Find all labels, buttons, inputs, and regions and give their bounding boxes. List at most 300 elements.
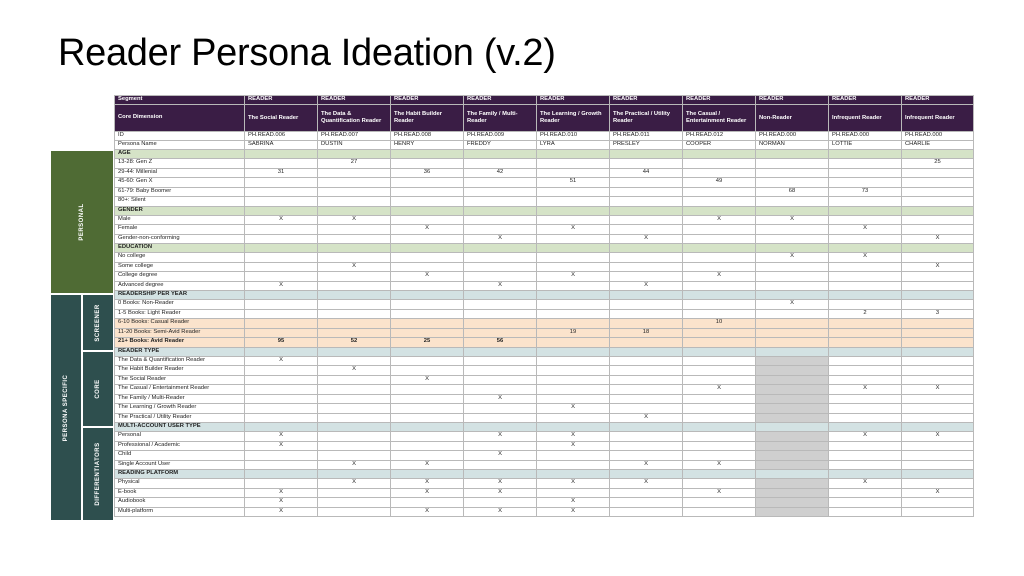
- value-cell: [756, 432, 829, 442]
- row-label: 45-60: Gen X: [115, 178, 245, 188]
- value-cell: [756, 441, 829, 451]
- value-cell: [610, 356, 683, 366]
- section-header-fill: [829, 150, 902, 159]
- section-header-fill: [464, 206, 537, 215]
- table-row: [115, 178, 974, 188]
- value-cell: [391, 234, 464, 244]
- value-cell: 18: [610, 328, 683, 338]
- value-cell: X: [318, 366, 391, 376]
- value-cell: [318, 507, 391, 517]
- value-cell: X: [537, 404, 610, 414]
- section-header-fill: [829, 347, 902, 356]
- core-dimension-row-cell: Non-Reader: [756, 105, 829, 132]
- section-header-row: [115, 423, 974, 432]
- core-dimension-row-cell: The Habit Builder Reader: [391, 105, 464, 132]
- section-header-fill: [902, 291, 974, 300]
- value-cell: [537, 253, 610, 263]
- core-dimension-row-label: Core Dimension: [115, 105, 245, 132]
- table-row: [115, 300, 974, 310]
- value-cell: [391, 404, 464, 414]
- row-label: Child: [115, 451, 245, 461]
- section-header-fill: [537, 423, 610, 432]
- segment-row-label: Segment: [115, 96, 245, 105]
- value-cell: X: [245, 498, 318, 508]
- value-cell: [829, 338, 902, 348]
- value-cell: X: [245, 507, 318, 517]
- section-header-fill: [756, 347, 829, 356]
- value-cell: [829, 168, 902, 178]
- value-cell: [464, 356, 537, 366]
- section-header-fill: [610, 470, 683, 479]
- section-title: MULTI-ACCOUNT USER TYPE: [115, 423, 245, 432]
- value-cell: [683, 234, 756, 244]
- section-header-fill: [245, 206, 318, 215]
- value-cell: X: [464, 432, 537, 442]
- row-label: 11-20 Books: Semi-Avid Reader: [115, 328, 245, 338]
- value-cell: [464, 319, 537, 329]
- value-cell: X: [464, 234, 537, 244]
- value-cell: [829, 281, 902, 291]
- core-dimension-row-cell: The Data & Quantification Reader: [318, 105, 391, 132]
- table-row: [115, 187, 974, 197]
- table-row: [115, 498, 974, 508]
- section-header-fill: [756, 244, 829, 253]
- value-cell: X: [537, 498, 610, 508]
- value-cell: [537, 262, 610, 272]
- value-cell: X: [464, 281, 537, 291]
- value-cell: [318, 225, 391, 235]
- row-label: The Learning / Growth Reader: [115, 404, 245, 414]
- table-row: [115, 309, 974, 319]
- section-header-fill: [464, 291, 537, 300]
- value-cell: [464, 262, 537, 272]
- section-header-fill: [391, 347, 464, 356]
- section-header-fill: [829, 470, 902, 479]
- value-cell: [902, 178, 974, 188]
- value-cell: [610, 272, 683, 282]
- value-cell: X: [537, 441, 610, 451]
- value-cell: [902, 366, 974, 376]
- row-label: 21+ Books: Avid Reader: [115, 338, 245, 348]
- table-row: [115, 507, 974, 517]
- value-cell: 42: [464, 168, 537, 178]
- value-cell: [829, 366, 902, 376]
- value-cell: [464, 225, 537, 235]
- value-cell: [537, 356, 610, 366]
- value-cell: [391, 319, 464, 329]
- value-cell: [464, 159, 537, 169]
- id-row-cell: PH.READ.000: [829, 132, 902, 141]
- value-cell: X: [464, 507, 537, 517]
- value-cell: [610, 262, 683, 272]
- section-title: READING PLATFORM: [115, 470, 245, 479]
- value-cell: [829, 404, 902, 414]
- value-cell: [683, 479, 756, 489]
- value-cell: [610, 178, 683, 188]
- value-cell: [756, 168, 829, 178]
- row-label: The Family / Multi-Reader: [115, 394, 245, 404]
- section-header-fill: [610, 244, 683, 253]
- value-cell: [464, 375, 537, 385]
- section-header-fill: [683, 470, 756, 479]
- persona-name-row-cell: FREDDY: [464, 141, 537, 150]
- value-cell: X: [391, 479, 464, 489]
- id-row-cell: PH.READ.010: [537, 132, 610, 141]
- persona-matrix-table: [114, 95, 974, 517]
- value-cell: [245, 404, 318, 414]
- section-header-fill: [537, 150, 610, 159]
- value-cell: [902, 460, 974, 470]
- value-cell: [537, 159, 610, 169]
- table-row: [115, 356, 974, 366]
- value-cell: 56: [464, 338, 537, 348]
- row-label: The Casual / Entertainment Reader: [115, 385, 245, 395]
- table-row: [115, 338, 974, 348]
- table-row: [115, 225, 974, 235]
- section-title: AGE: [115, 150, 245, 159]
- value-cell: [610, 498, 683, 508]
- section-header-fill: [318, 423, 391, 432]
- value-cell: [245, 262, 318, 272]
- value-cell: [902, 187, 974, 197]
- table-row: [115, 319, 974, 329]
- value-cell: [683, 507, 756, 517]
- section-header-fill: [610, 423, 683, 432]
- side-label-core: CORE: [95, 379, 101, 399]
- value-cell: [902, 300, 974, 310]
- value-cell: [610, 385, 683, 395]
- section-header-fill: [391, 470, 464, 479]
- value-cell: 25: [391, 338, 464, 348]
- value-cell: [464, 404, 537, 414]
- value-cell: X: [610, 234, 683, 244]
- value-cell: [318, 234, 391, 244]
- id-row-cell: PH.READ.008: [391, 132, 464, 141]
- value-cell: [902, 338, 974, 348]
- id-row-label: ID: [115, 132, 245, 141]
- persona-name-row-cell: DUSTIN: [318, 141, 391, 150]
- value-cell: [683, 281, 756, 291]
- value-cell: X: [245, 432, 318, 442]
- value-cell: [902, 281, 974, 291]
- value-cell: [391, 498, 464, 508]
- value-cell: [464, 385, 537, 395]
- table-row: [115, 262, 974, 272]
- value-cell: [610, 225, 683, 235]
- value-cell: X: [610, 479, 683, 489]
- section-header-fill: [610, 347, 683, 356]
- value-cell: [537, 309, 610, 319]
- value-cell: [683, 168, 756, 178]
- value-cell: 68: [756, 187, 829, 197]
- section-header-row: [115, 291, 974, 300]
- value-cell: [464, 366, 537, 376]
- section-header-row: [115, 150, 974, 159]
- value-cell: [756, 234, 829, 244]
- row-label: College degree: [115, 272, 245, 282]
- row-label: Physical: [115, 479, 245, 489]
- value-cell: 25: [902, 159, 974, 169]
- value-cell: [829, 197, 902, 207]
- value-cell: [318, 404, 391, 414]
- segment-row-cell: READER: [610, 96, 683, 105]
- value-cell: 31: [245, 168, 318, 178]
- value-cell: X: [318, 479, 391, 489]
- section-header-fill: [683, 347, 756, 356]
- value-cell: [902, 507, 974, 517]
- segment-row-cell: READER: [391, 96, 464, 105]
- side-label-persona-specific: PERSONA SPECIFIC: [63, 374, 69, 441]
- value-cell: [464, 498, 537, 508]
- value-cell: [318, 385, 391, 395]
- value-cell: [829, 272, 902, 282]
- value-cell: X: [829, 225, 902, 235]
- value-cell: [318, 168, 391, 178]
- value-cell: [537, 338, 610, 348]
- value-cell: [318, 197, 391, 207]
- value-cell: [610, 309, 683, 319]
- section-header-fill: [756, 423, 829, 432]
- value-cell: [902, 253, 974, 263]
- table-row: [115, 488, 974, 498]
- value-cell: [464, 328, 537, 338]
- value-cell: 44: [610, 168, 683, 178]
- value-cell: [391, 432, 464, 442]
- value-cell: [537, 319, 610, 329]
- value-cell: [391, 300, 464, 310]
- value-cell: [756, 394, 829, 404]
- section-header-fill: [756, 470, 829, 479]
- section-header-fill: [537, 291, 610, 300]
- segment-row-cell: READER: [464, 96, 537, 105]
- section-header-row: [115, 470, 974, 479]
- value-cell: [318, 309, 391, 319]
- section-header-fill: [245, 423, 318, 432]
- value-cell: [464, 441, 537, 451]
- value-cell: X: [902, 234, 974, 244]
- value-cell: [683, 338, 756, 348]
- value-cell: [610, 432, 683, 442]
- value-cell: [756, 460, 829, 470]
- value-cell: [537, 413, 610, 423]
- value-cell: [683, 253, 756, 263]
- value-cell: [829, 262, 902, 272]
- value-cell: [537, 281, 610, 291]
- value-cell: X: [318, 262, 391, 272]
- value-cell: [683, 375, 756, 385]
- value-cell: X: [537, 225, 610, 235]
- value-cell: [391, 159, 464, 169]
- value-cell: [610, 404, 683, 414]
- value-cell: [902, 168, 974, 178]
- value-cell: [318, 413, 391, 423]
- row-label: Single Account User: [115, 460, 245, 470]
- core-dimension-row-cell: The Learning / Growth Reader: [537, 105, 610, 132]
- value-cell: [537, 234, 610, 244]
- value-cell: X: [683, 460, 756, 470]
- value-cell: [829, 234, 902, 244]
- table-row: [115, 366, 974, 376]
- value-cell: [756, 178, 829, 188]
- section-header-row: [115, 206, 974, 215]
- value-cell: [756, 281, 829, 291]
- value-cell: [756, 319, 829, 329]
- side-label-personal: PERSONAL: [79, 203, 85, 241]
- value-cell: [756, 507, 829, 517]
- value-cell: [537, 385, 610, 395]
- section-header-fill: [756, 150, 829, 159]
- value-cell: X: [464, 451, 537, 461]
- value-cell: 49: [683, 178, 756, 188]
- table-row: [115, 479, 974, 489]
- core-dimension-row-cell: The Family / Multi-Reader: [464, 105, 537, 132]
- value-cell: [391, 413, 464, 423]
- value-cell: [610, 366, 683, 376]
- section-header-fill: [683, 291, 756, 300]
- value-cell: [318, 488, 391, 498]
- value-cell: [391, 281, 464, 291]
- value-cell: [318, 178, 391, 188]
- value-cell: X: [902, 385, 974, 395]
- section-title: EDUCATION: [115, 244, 245, 253]
- value-cell: [829, 441, 902, 451]
- value-cell: [318, 328, 391, 338]
- value-cell: [537, 451, 610, 461]
- id-row-cell: PH.READ.000: [902, 132, 974, 141]
- segment-row-cell: READER: [902, 96, 974, 105]
- section-header-fill: [318, 150, 391, 159]
- persona-name-row-cell: CHARLIE: [902, 141, 974, 150]
- section-header-fill: [537, 244, 610, 253]
- value-cell: [756, 225, 829, 235]
- table-row: [115, 328, 974, 338]
- section-header-fill: [756, 291, 829, 300]
- value-cell: [464, 197, 537, 207]
- value-cell: [537, 375, 610, 385]
- row-label: Professional / Academic: [115, 441, 245, 451]
- value-cell: [245, 319, 318, 329]
- core-dimension-row-cell: The Casual / Entertainment Reader: [683, 105, 756, 132]
- section-header-fill: [610, 206, 683, 215]
- value-cell: [610, 159, 683, 169]
- section-header-fill: [245, 244, 318, 253]
- value-cell: [902, 451, 974, 461]
- core-dimension-row: [115, 105, 974, 132]
- value-cell: [829, 460, 902, 470]
- value-cell: [537, 460, 610, 470]
- section-header-fill: [391, 423, 464, 432]
- value-cell: [829, 300, 902, 310]
- section-title: READER TYPE: [115, 347, 245, 356]
- row-label: Male: [115, 215, 245, 225]
- row-label: 61-79: Baby Boomer: [115, 187, 245, 197]
- value-cell: [756, 451, 829, 461]
- value-cell: [683, 225, 756, 235]
- value-cell: 19: [537, 328, 610, 338]
- value-cell: [391, 441, 464, 451]
- row-label: 80+: Silent: [115, 197, 245, 207]
- row-label: Some college: [115, 262, 245, 272]
- section-header-fill: [537, 347, 610, 356]
- value-cell: [610, 488, 683, 498]
- id-row-cell: PH.READ.007: [318, 132, 391, 141]
- segment-row-cell: READER: [756, 96, 829, 105]
- value-cell: [391, 187, 464, 197]
- value-cell: [318, 272, 391, 282]
- value-cell: [318, 319, 391, 329]
- value-cell: [902, 479, 974, 489]
- value-cell: [464, 187, 537, 197]
- id-row-cell: PH.READ.011: [610, 132, 683, 141]
- value-cell: [902, 441, 974, 451]
- value-cell: X: [391, 375, 464, 385]
- value-cell: X: [318, 215, 391, 225]
- section-header-fill: [391, 206, 464, 215]
- value-cell: [683, 441, 756, 451]
- row-label: Personal: [115, 432, 245, 442]
- value-cell: [318, 356, 391, 366]
- value-cell: [537, 187, 610, 197]
- value-cell: [902, 356, 974, 366]
- table-row: [115, 272, 974, 282]
- value-cell: [245, 394, 318, 404]
- section-header-fill: [829, 244, 902, 253]
- value-cell: [318, 375, 391, 385]
- value-cell: X: [902, 262, 974, 272]
- value-cell: [537, 300, 610, 310]
- row-label: Advanced degree: [115, 281, 245, 291]
- value-cell: [391, 356, 464, 366]
- value-cell: X: [829, 479, 902, 489]
- value-cell: [245, 413, 318, 423]
- section-title: READERSHIP PER YEAR: [115, 291, 245, 300]
- core-dimension-row-cell: Infrequent Reader: [902, 105, 974, 132]
- id-row-cell: PH.READ.012: [683, 132, 756, 141]
- section-header-fill: [610, 150, 683, 159]
- value-cell: [537, 488, 610, 498]
- section-header-fill: [829, 206, 902, 215]
- row-label: Gender-non-conforming: [115, 234, 245, 244]
- value-cell: [829, 507, 902, 517]
- value-cell: X: [464, 488, 537, 498]
- section-header-fill: [464, 150, 537, 159]
- table-row: [115, 394, 974, 404]
- value-cell: [756, 272, 829, 282]
- section-header-fill: [245, 150, 318, 159]
- persona-name-row-cell: COOPER: [683, 141, 756, 150]
- value-cell: [610, 215, 683, 225]
- table-row: [115, 197, 974, 207]
- value-cell: [318, 253, 391, 263]
- value-cell: X: [391, 460, 464, 470]
- value-cell: [245, 479, 318, 489]
- value-cell: X: [537, 432, 610, 442]
- value-cell: X: [391, 507, 464, 517]
- side-block-screener: [82, 294, 114, 351]
- side-block-persona-specific: [50, 294, 82, 521]
- section-header-fill: [537, 206, 610, 215]
- value-cell: [391, 215, 464, 225]
- value-cell: [245, 187, 318, 197]
- value-cell: 3: [902, 309, 974, 319]
- value-cell: X: [683, 488, 756, 498]
- value-cell: [829, 159, 902, 169]
- value-cell: [902, 197, 974, 207]
- value-cell: X: [391, 272, 464, 282]
- value-cell: [902, 498, 974, 508]
- value-cell: [756, 338, 829, 348]
- value-cell: [683, 432, 756, 442]
